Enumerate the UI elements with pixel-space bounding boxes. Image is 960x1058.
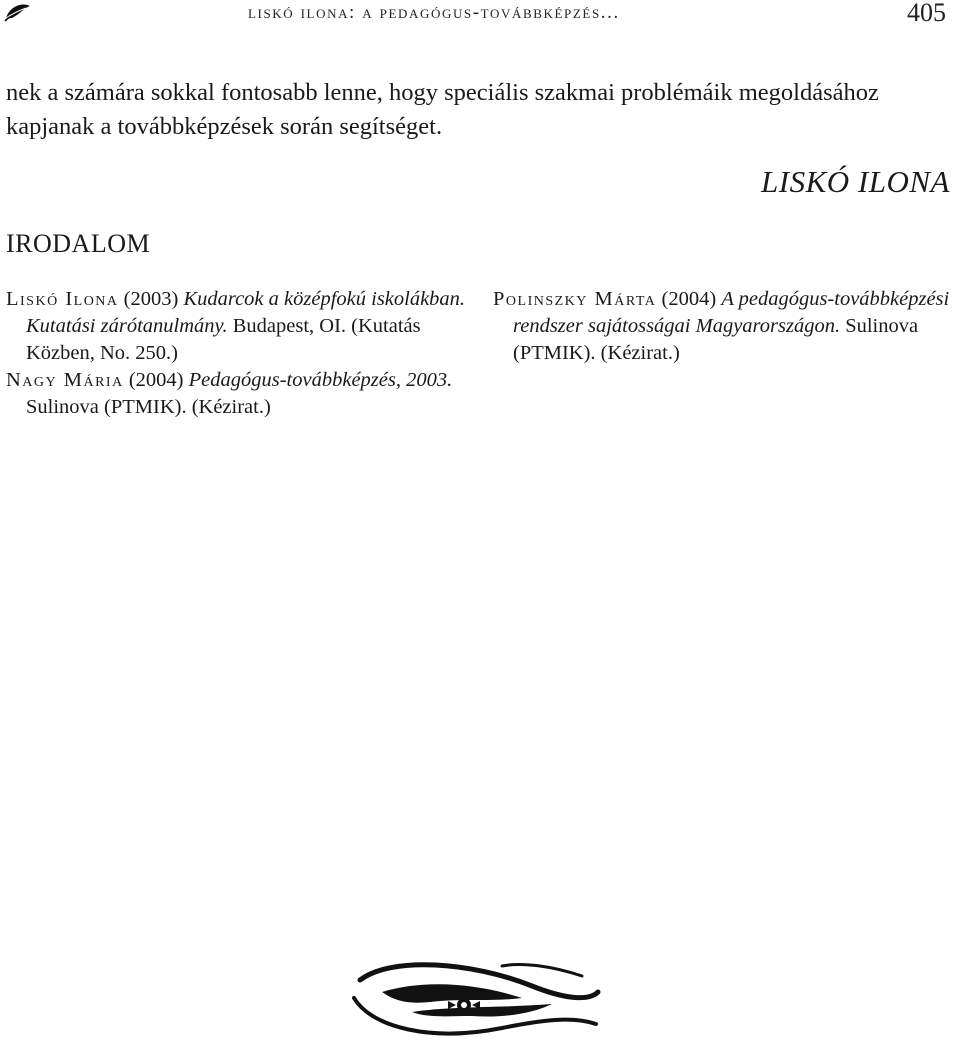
reference-year: (2004) [128,369,184,391]
reference-author: Liskó Ilona [6,288,119,310]
reference-entry [6,367,476,421]
decorative-flourish-icon [352,958,602,1046]
references-left-column [6,286,476,421]
reference-entry [493,286,955,367]
leaf-ornament-icon [4,2,32,22]
reference-title: Kudarcok a középfokú iskolákban. Kutatási zárótanulmány. [26,288,466,337]
reference-author: Nagy Mária [6,369,124,391]
reference-publisher: Sulinova (PTMIK). (Kézirat.) [26,396,271,418]
reference-entry [6,286,476,367]
references-heading: IRODALOM [6,229,151,258]
references-right-column [493,286,955,367]
reference-author: Polinszky Márta [493,288,657,310]
running-title: liskó ilona: a pedagógus-továbbképzés... [248,2,620,23]
reference-year: (2004) [661,288,717,310]
reference-publisher: Sulinova (PTMIK). (Kézirat.) [513,315,919,364]
reference-title: Pedagógus-továbbképzés, 2003. [188,369,453,391]
page-number: 405 [907,0,946,27]
author-signature: LISKÓ ILONA [761,164,950,199]
reference-publisher: Budapest, OI. (Kutatás Közben, No. 250.) [26,315,421,364]
body-paragraph: nek a számára sokkal fontosabb lenne, hogy speciális szakmai problémáik megoldásához kapjanak a továbbképzések során segítséget. [6,79,879,140]
running-header [0,0,960,34]
reference-title: A pedagógus-továbbképzési rendszer sajátosságai Magyarországon. [513,288,950,337]
reference-year: (2003) [123,288,179,310]
